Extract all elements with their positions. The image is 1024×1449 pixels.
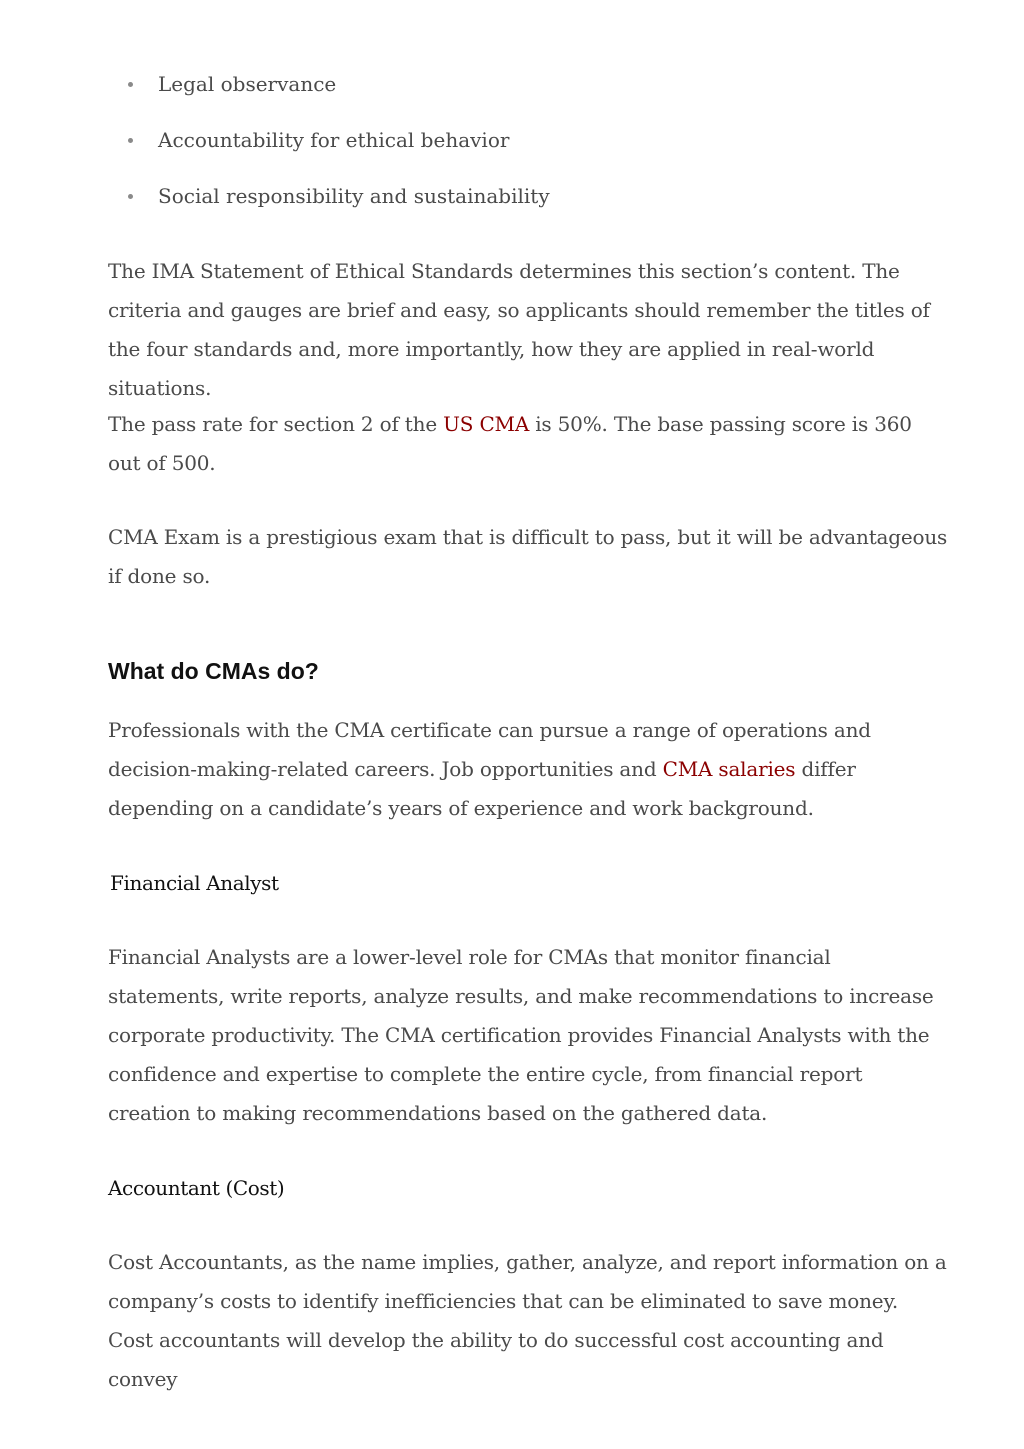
pass-rate-text: The pass rate for section 2 of the — [108, 412, 444, 436]
financial-analyst-heading: Financial Analyst — [110, 871, 279, 895]
pass-rate-paragraph — [108, 405, 948, 483]
prestige-paragraph: CMA Exam is a prestigious exam that is difficult to pass, but it will be advantageous if done so. — [108, 525, 948, 588]
bullet-dot-icon — [128, 138, 133, 143]
bullet-text: Social responsibility and sustainability — [158, 184, 550, 208]
bullet-item — [108, 122, 948, 178]
cma-salaries-link[interactable]: CMA salaries — [662, 757, 796, 781]
us-cma-link[interactable]: US CMA — [443, 412, 530, 436]
careers-text: Professionals with the CMA certificate can pursue a range of operations and decision-making-related careers. Job opportunities and — [108, 718, 871, 781]
pass-rate-text: is 50%. The base passing score is 360 out of 500. — [108, 412, 912, 475]
bullet-text: Accountability for ethical behavior — [158, 128, 510, 152]
what-do-cmas-do-heading: What do CMAs do? — [108, 658, 319, 684]
bullet-dot-icon — [128, 82, 133, 87]
ethics-paragraph: The IMA Statement of Ethical Standards determines this section’s content. The criteria and gauges are brief and easy, so applicants should remember the titles of the four standards and, more importantly, how they are applied in real-world situations. — [108, 259, 930, 400]
bullet-item — [108, 66, 948, 122]
financial-analyst-paragraph: Financial Analysts are a lower-level role for CMAs that monitor financial statements, write reports, analyze results, and make recommendations to increase corporate productivity. The CMA certification provides Financial Analysts with the confidence and expertise to complete the entire cycle, from financial report creation to making recommendations based on the gathered data. — [108, 945, 934, 1125]
bullet-text: Legal observance — [158, 72, 337, 96]
bullet-dot-icon — [128, 194, 133, 199]
careers-text: differ depending on a candidate’s years of experience and work background. — [108, 757, 856, 820]
cost-accountant-paragraph: Cost Accountants, as the name implies, gather, analyze, and report information on a company’s costs to identify inefficiencies that can be eliminated to save money. Cost accountants will develop the ability to do successful cost accounting and convey — [108, 1250, 947, 1391]
ethics-bullet-list — [108, 66, 948, 234]
careers-paragraph — [108, 711, 948, 828]
bullet-item — [108, 178, 948, 234]
accountant-cost-heading: Accountant (Cost) — [108, 1176, 285, 1200]
